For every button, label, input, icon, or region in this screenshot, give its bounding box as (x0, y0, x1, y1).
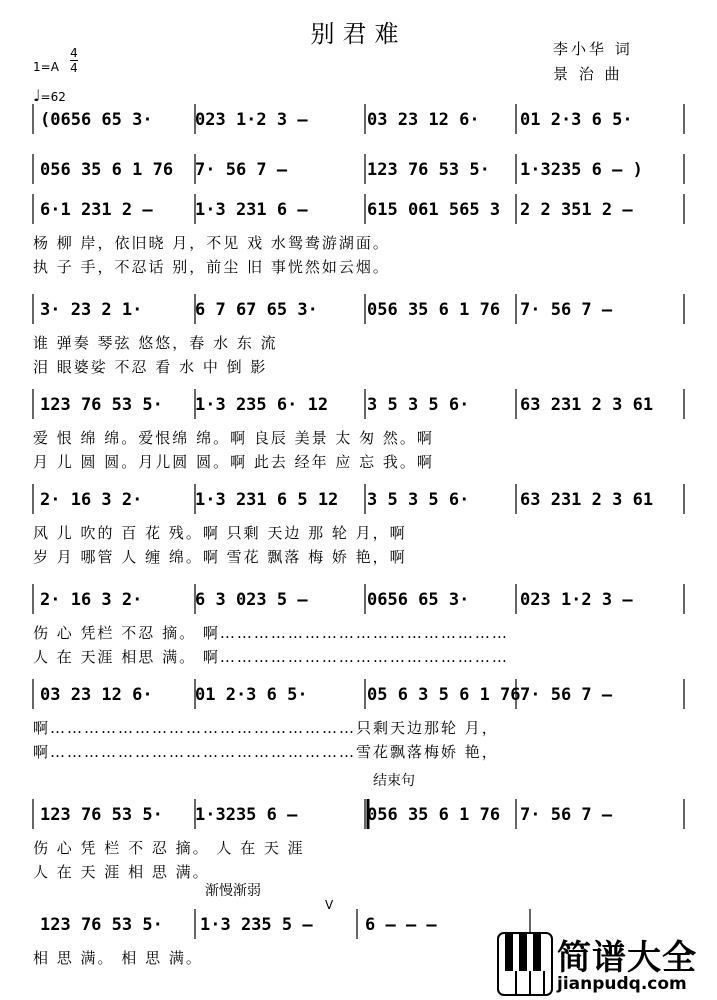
lyric-line-2: 月 儿 圆 圆。月儿圆 圆。啊 此去 经年 应 忘 我。啊 (33, 453, 434, 471)
measure: 01 2·3 6 5· (195, 685, 308, 705)
lyric-line-1: 杨 柳 岸，依旧晓 月，不见 戏 水鸳鸯游湖面。 (33, 234, 390, 252)
measure: 3 5 3 5 6· (367, 490, 470, 510)
lyric-line-1: 相 思 满。 相 思 满。 (33, 949, 203, 967)
logo-url: jianpudq.com (557, 974, 687, 994)
measure: 3 5 3 5 6· (367, 395, 470, 415)
measure: 0656 65 3· (367, 590, 470, 610)
dynamic-annotation: 渐慢渐弱 (205, 883, 261, 899)
measure: 1·3 235 6· 12 (195, 395, 329, 415)
measure: 1·3235 6 – (195, 805, 298, 825)
score-title: 别君难 (310, 20, 407, 48)
measure: 01 2·3 6 5· (520, 110, 633, 130)
lyric-line-2: 泪 眼婆娑 不忍 看 水 中 倒 影 (33, 358, 268, 376)
quarter-note-icon: ♩ (33, 86, 41, 105)
measure: 123 76 53 5· (40, 805, 163, 825)
composer-credit: 景 治 曲 (553, 65, 623, 83)
lyric-line-1: 谁 弹奏 琴弦 悠悠，春 水 东 流 (33, 334, 278, 352)
measure: 6·1 231 2 – (40, 200, 153, 220)
measure: 2· 16 3 2· (40, 490, 143, 510)
lyric-line-1: 伤 心 凭 栏 不 忍 摘。 人 在 天 涯 (33, 839, 305, 857)
measure: 7· 56 7 – (520, 805, 613, 825)
lyric-line-2: 执 子 手，不忍话 别，前尘 旧 事恍然如云烟。 (33, 258, 390, 276)
measure: 03 23 12 6· (40, 685, 153, 705)
lyric-line-1: 风 儿 吹的 百 花 残。啊 只剩 天边 那 轮 月，啊 (33, 524, 407, 542)
measure: 123 76 53 5· (40, 395, 163, 415)
lyric-line-1: 爱 恨 绵 绵。爱恨绵 绵。啊 良辰 美景 太 匆 然。啊 (33, 429, 434, 447)
measure: 6 7 67 65 3· (195, 300, 318, 320)
measure: 3· 23 2 1· (40, 300, 143, 320)
measure: 123 76 53 5· (40, 915, 163, 935)
measure: 6 – – – (365, 915, 437, 935)
measure: 1·3235 6 – ) (520, 160, 643, 180)
lyric-line-1: 啊………………………………………………只剩天边那轮 月， (33, 719, 499, 737)
measure: 7· 56 7 – (520, 300, 613, 320)
lyric-line-2: 岁 月 哪管 人 缠 绵。啊 雪花 飘落 梅 娇 艳，啊 (33, 548, 407, 566)
lyric-line-2: 人 在 天 涯 相 思 满。 (33, 863, 210, 881)
logo-title: 简谱大全 (557, 938, 697, 978)
measure: 023 1·2 3 – (195, 110, 308, 130)
time-signature (70, 46, 78, 75)
measure: 63 231 2 3 61 (520, 395, 654, 415)
measure: 05 6 3 5 6 1 76 (367, 685, 521, 705)
lyric-line-1: 伤 心 凭栏 不忍 摘。 啊…………………………………………… (33, 624, 509, 642)
measure: 023 1·2 3 – (520, 590, 633, 610)
measure: 1·3 231 6 5 12 (195, 490, 339, 510)
measure: 615 061 565 3 (367, 200, 501, 220)
measure: 056 35 6 1 76 (367, 805, 501, 825)
measure: 056 35 6 1 76 (367, 300, 501, 320)
measure: 123 76 53 5· (367, 160, 490, 180)
piano-keys-icon (497, 932, 553, 996)
measure: 7· 56 7 – (195, 160, 288, 180)
lyricist-credit: 李小华 词 (553, 40, 633, 58)
measure: 1·3 235 5 – (200, 915, 313, 935)
measure: 63 231 2 3 61 (520, 490, 654, 510)
time-signature-top: 4 (70, 46, 78, 60)
measure: 7· 56 7 – (520, 685, 613, 705)
lyric-line-2: 啊………………………………………………雪花飘落梅娇 艳， (33, 743, 499, 761)
measure: (0656 65 3· (40, 110, 153, 130)
key-signature: 1=A (33, 60, 59, 74)
measure: 6 3 023 5 – (195, 590, 308, 610)
ending-annotation: 结束句 (373, 773, 415, 789)
measure: 1·3 231 6 – (195, 200, 308, 220)
tempo-value: =62 (40, 90, 66, 104)
breath-mark: V (325, 898, 334, 912)
measure: 056 35 6 1 76 (40, 160, 174, 180)
time-signature-bottom: 4 (70, 61, 78, 75)
measure: 2· 16 3 2· (40, 590, 143, 610)
lyric-line-2: 人 在 天涯 相思 满。 啊…………………………………………… (33, 648, 509, 666)
measure: 2 2 351 2 – (520, 200, 633, 220)
site-logo (497, 930, 717, 1000)
measure: 03 23 12 6· (367, 110, 480, 130)
